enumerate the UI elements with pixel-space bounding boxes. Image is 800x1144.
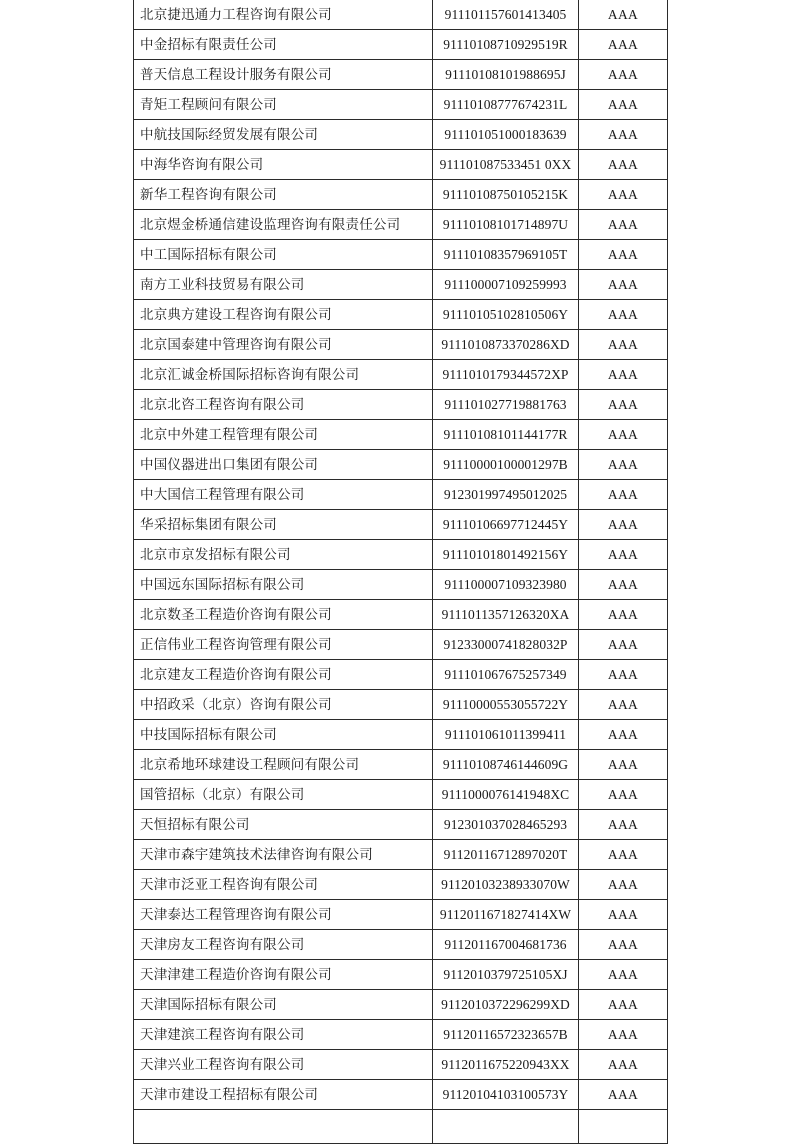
credit-grade-cell: AAA xyxy=(579,420,668,450)
credit-grade-cell: AAA xyxy=(579,810,668,840)
credit-grade-cell: AAA xyxy=(579,330,668,360)
credit-code-cell: 911100007109323980 xyxy=(433,570,579,600)
credit-grade-cell: AAA xyxy=(579,150,668,180)
credit-grade-cell: AAA xyxy=(579,960,668,990)
credit-grade-cell: AAA xyxy=(579,1050,668,1080)
credit-grade-cell: AAA xyxy=(579,630,668,660)
registry-table xyxy=(133,0,668,1144)
company-name-cell: 南方工业科技贸易有限公司 xyxy=(134,270,433,300)
credit-grade-cell: AAA xyxy=(579,90,668,120)
table-row xyxy=(134,630,668,660)
credit-code-cell: 911201167004681736 xyxy=(433,930,579,960)
table-row xyxy=(134,60,668,90)
company-name-cell: 中金招标有限责任公司 xyxy=(134,30,433,60)
credit-code-cell: 91110108777674231L xyxy=(433,90,579,120)
credit-grade-cell: AAA xyxy=(579,300,668,330)
credit-grade-cell: AAA xyxy=(579,900,668,930)
credit-grade-cell: AAA xyxy=(579,270,668,300)
credit-grade-cell: AAA xyxy=(579,0,668,30)
table-row xyxy=(134,930,668,960)
company-name-cell: 北京建友工程造价咨询有限公司 xyxy=(134,660,433,690)
credit-code-cell: 911101027719881763 xyxy=(433,390,579,420)
table-row xyxy=(134,810,668,840)
company-name-cell: 青矩工程顾问有限公司 xyxy=(134,90,433,120)
credit-grade-cell: AAA xyxy=(579,480,668,510)
credit-grade-cell: AAA xyxy=(579,720,668,750)
credit-grade-cell: AAA xyxy=(579,210,668,240)
credit-code-cell: 91110108101714897U xyxy=(433,210,579,240)
credit-code-cell: 91120103238933070W xyxy=(433,870,579,900)
table-row xyxy=(134,600,668,630)
company-name-cell: 天津泰达工程管理咨询有限公司 xyxy=(134,900,433,930)
credit-grade-cell: AAA xyxy=(579,360,668,390)
company-name-cell: 正信伟业工程咨询管理有限公司 xyxy=(134,630,433,660)
table-row xyxy=(134,840,668,870)
credit-grade-cell: AAA xyxy=(579,660,668,690)
company-name-cell: 中航技国际经贸发展有限公司 xyxy=(134,120,433,150)
credit-code-cell: 91110000553055722Y xyxy=(433,690,579,720)
company-name-cell: 国管招标（北京）有限公司 xyxy=(134,780,433,810)
table-row xyxy=(134,510,668,540)
credit-grade-cell: AAA xyxy=(579,540,668,570)
credit-grade-cell: AAA xyxy=(579,1020,668,1050)
company-name-cell: 天津津建工程造价咨询有限公司 xyxy=(134,960,433,990)
credit-grade-cell: AAA xyxy=(579,750,668,780)
company-name-cell: 中海华咨询有限公司 xyxy=(134,150,433,180)
credit-code-cell: 912301037028465293 xyxy=(433,810,579,840)
credit-code-cell: 911101087533451 0XX xyxy=(433,150,579,180)
company-name-cell: 北京煜金桥通信建设监理咨询有限责任公司 xyxy=(134,210,433,240)
table-row xyxy=(134,660,668,690)
credit-code-cell: 91233000741828032P xyxy=(433,630,579,660)
table-row xyxy=(134,1080,668,1110)
table-row xyxy=(134,720,668,750)
credit-grade-cell: AAA xyxy=(579,840,668,870)
company-name-cell: 中工国际招标有限公司 xyxy=(134,240,433,270)
credit-code-cell: 91110108710929519R xyxy=(433,30,579,60)
credit-code-cell xyxy=(433,1110,579,1144)
credit-grade-cell: AAA xyxy=(579,180,668,210)
table-row xyxy=(134,1110,668,1144)
credit-grade-cell: AAA xyxy=(579,120,668,150)
credit-code-cell: 91110101801492156Y xyxy=(433,540,579,570)
table-row xyxy=(134,480,668,510)
company-name-cell: 中招政采（北京）咨询有限公司 xyxy=(134,690,433,720)
credit-code-cell: 91110106697712445Y xyxy=(433,510,579,540)
company-name-cell: 北京典方建设工程咨询有限公司 xyxy=(134,300,433,330)
table-row xyxy=(134,120,668,150)
company-name-cell: 北京捷迅通力工程咨询有限公司 xyxy=(134,0,433,30)
company-name-cell: 天津房友工程咨询有限公司 xyxy=(134,930,433,960)
company-name-cell: 中国仪器进出口集团有限公司 xyxy=(134,450,433,480)
table-row xyxy=(134,330,668,360)
company-name-cell: 天津市森宇建筑技术法律咨询有限公司 xyxy=(134,840,433,870)
table-row xyxy=(134,750,668,780)
credit-code-cell: 91110108101988695J xyxy=(433,60,579,90)
company-name-cell: 北京北咨工程咨询有限公司 xyxy=(134,390,433,420)
credit-grade-cell: AAA xyxy=(579,570,668,600)
credit-code-cell: 911101051000183639 xyxy=(433,120,579,150)
company-name-cell: 天津国际招标有限公司 xyxy=(134,990,433,1020)
company-name-cell: 天津兴业工程咨询有限公司 xyxy=(134,1050,433,1080)
credit-grade-cell: AAA xyxy=(579,30,668,60)
credit-grade-cell: AAA xyxy=(579,780,668,810)
table-row xyxy=(134,420,668,450)
company-name-cell: 普天信息工程设计服务有限公司 xyxy=(134,60,433,90)
credit-code-cell: 91120116712897020T xyxy=(433,840,579,870)
company-name-cell: 中大国信工程管理有限公司 xyxy=(134,480,433,510)
company-name-cell: 北京国泰建中管理咨询有限公司 xyxy=(134,330,433,360)
credit-grade-cell: AAA xyxy=(579,60,668,90)
table-row xyxy=(134,450,668,480)
company-name-cell xyxy=(134,1110,433,1144)
table-row xyxy=(134,30,668,60)
table-row xyxy=(134,900,668,930)
credit-code-cell: 912301997495012025 xyxy=(433,480,579,510)
company-name-cell: 中技国际招标有限公司 xyxy=(134,720,433,750)
credit-code-cell: 911101061011399411 xyxy=(433,720,579,750)
company-name-cell: 天恒招标有限公司 xyxy=(134,810,433,840)
credit-code-cell: 91110105102810506Y xyxy=(433,300,579,330)
credit-code-cell: 9111011357126320XA xyxy=(433,600,579,630)
company-name-cell: 天津建滨工程咨询有限公司 xyxy=(134,1020,433,1050)
credit-grade-cell: AAA xyxy=(579,870,668,900)
credit-code-cell: 91110108750105215K xyxy=(433,180,579,210)
company-name-cell: 北京市京发招标有限公司 xyxy=(134,540,433,570)
table-row xyxy=(134,540,668,570)
company-name-cell: 北京希地环球建设工程顾问有限公司 xyxy=(134,750,433,780)
credit-code-cell: 9111010873370286XD xyxy=(433,330,579,360)
credit-code-cell: 91110108357969105T xyxy=(433,240,579,270)
credit-code-cell: 91110108746144609G xyxy=(433,750,579,780)
table-row xyxy=(134,780,668,810)
table-row xyxy=(134,690,668,720)
credit-grade-cell: AAA xyxy=(579,930,668,960)
table-row xyxy=(134,390,668,420)
credit-code-cell: 9111010179344572XP xyxy=(433,360,579,390)
table-row xyxy=(134,960,668,990)
table-row xyxy=(134,210,668,240)
table-row xyxy=(134,300,668,330)
table-row xyxy=(134,270,668,300)
credit-code-cell: 9112011671827414XW xyxy=(433,900,579,930)
table-row xyxy=(134,90,668,120)
company-name-cell: 华采招标集团有限公司 xyxy=(134,510,433,540)
credit-grade-cell: AAA xyxy=(579,450,668,480)
table-row xyxy=(134,870,668,900)
table-row xyxy=(134,990,668,1020)
credit-code-cell: 911101157601413405 xyxy=(433,0,579,30)
company-name-cell: 北京汇诚金桥国际招标咨询有限公司 xyxy=(134,360,433,390)
credit-grade-cell: AAA xyxy=(579,1080,668,1110)
credit-code-cell: 91120104103100573Y xyxy=(433,1080,579,1110)
company-name-cell: 天津市泛亚工程咨询有限公司 xyxy=(134,870,433,900)
table-row xyxy=(134,1050,668,1080)
credit-code-cell: 9112011675220943XX xyxy=(433,1050,579,1080)
credit-grade-cell xyxy=(579,1110,668,1144)
credit-code-cell: 9112010379725105XJ xyxy=(433,960,579,990)
company-name-cell: 天津市建设工程招标有限公司 xyxy=(134,1080,433,1110)
table-row xyxy=(134,150,668,180)
company-name-cell: 北京数圣工程造价咨询有限公司 xyxy=(134,600,433,630)
credit-code-cell: 91110108101144177R xyxy=(433,420,579,450)
company-name-cell: 新华工程咨询有限公司 xyxy=(134,180,433,210)
credit-grade-cell: AAA xyxy=(579,240,668,270)
credit-code-cell: 91110000100001297B xyxy=(433,450,579,480)
table-row xyxy=(134,0,668,30)
registry-table-container xyxy=(133,0,667,1144)
credit-code-cell: 9112010372296299XD xyxy=(433,990,579,1020)
table-row xyxy=(134,570,668,600)
table-row xyxy=(134,360,668,390)
credit-grade-cell: AAA xyxy=(579,600,668,630)
registry-table-body xyxy=(134,0,668,1144)
credit-grade-cell: AAA xyxy=(579,990,668,1020)
credit-grade-cell: AAA xyxy=(579,390,668,420)
credit-grade-cell: AAA xyxy=(579,510,668,540)
table-row xyxy=(134,240,668,270)
company-name-cell: 北京中外建工程管理有限公司 xyxy=(134,420,433,450)
credit-grade-cell: AAA xyxy=(579,690,668,720)
credit-code-cell: 911100007109259993 xyxy=(433,270,579,300)
credit-code-cell: 91120116572323657B xyxy=(433,1020,579,1050)
table-row xyxy=(134,1020,668,1050)
table-row xyxy=(134,180,668,210)
company-name-cell: 中国远东国际招标有限公司 xyxy=(134,570,433,600)
credit-code-cell: 9111000076141948XC xyxy=(433,780,579,810)
credit-code-cell: 911101067675257349 xyxy=(433,660,579,690)
